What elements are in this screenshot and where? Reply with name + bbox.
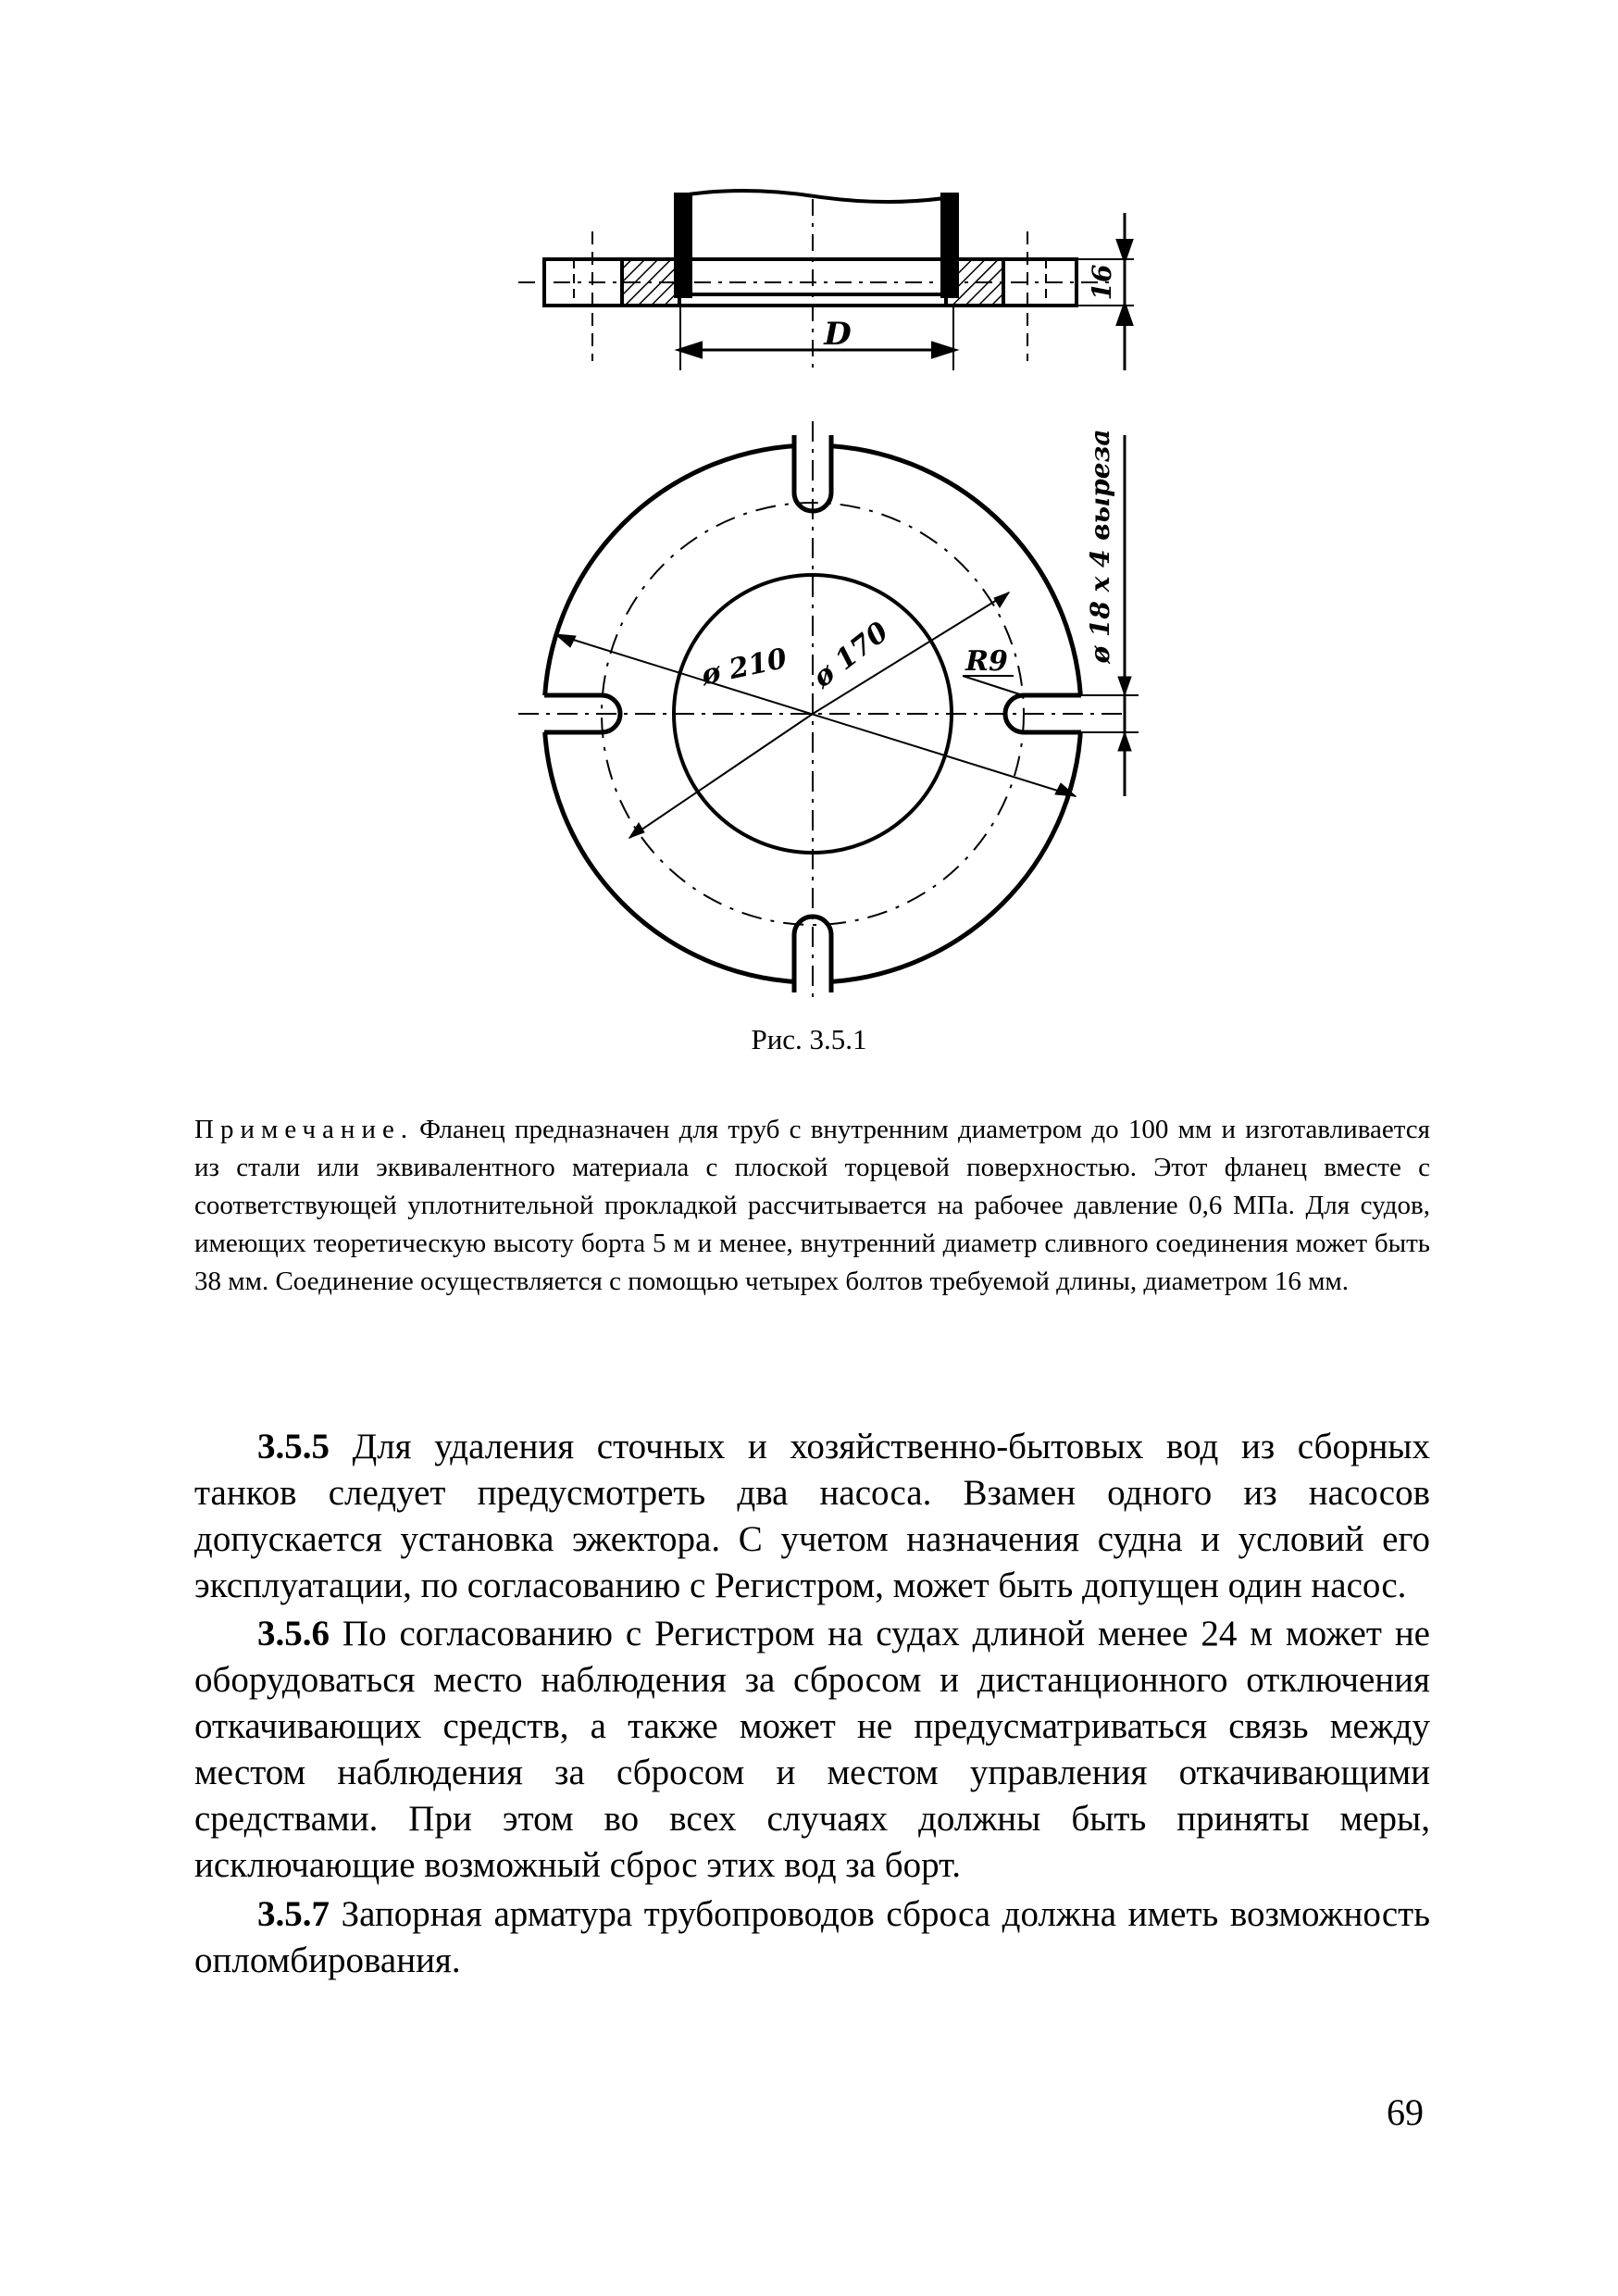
section-number: 3.5.7 — [257, 1894, 330, 1934]
dimension-label-bolt-circle: ø 170 — [806, 616, 895, 694]
flange-plan-view — [518, 421, 1139, 1004]
section-text: Запорная арматура трубопроводов сброса должна иметь возможность опломбирования. — [194, 1894, 1431, 1980]
figure-note — [194, 1111, 1430, 1301]
note-text: Фланец предназначен для труб с внутренним диаметром до 100 мм и изготавливается из стали или эквивалентного материала с плоской торцевой поверхностью. Этот фланец вместе с соответствующей уплотнительной прокладкой рассчитывается на рабочее давление 0,6 МПа. Для судов, имеющих теоретическую высоту борта 5 м и менее, внутренний диаметр сливного соединения может быть 38 мм. Соединение осуществляется с помощью четырех болтов требуемой длины, диаметром 16 мм. — [194, 1115, 1430, 1296]
dimension-label-slots: ø 18 x 4 выреза — [1085, 429, 1115, 664]
dimension-label-d: D — [824, 316, 852, 353]
section-3-5-6 — [194, 1611, 1430, 1889]
section-3-5-7 — [194, 1891, 1430, 1984]
dimension-label-thickness: 16 — [1087, 264, 1117, 301]
page-number: 69 — [1387, 2091, 1424, 2133]
section-number: 3.5.6 — [257, 1614, 330, 1653]
section-text: Для удаления сточных и хозяйственно-бытовых вод из сборных танков следует предусмотреть два насоса. Взамен одного из насосов допускается установка эжектора. С учетом назначения судна и условий его эксплуатации, по согласованию с Регистром, может быть допущен один насос. — [194, 1427, 1431, 1605]
dimension-label-outer-diameter: ø 210 — [698, 642, 790, 693]
section-text: По согласованию с Регистром на судах длиной менее 24 м может не оборудоваться место наблюдения за сбросом и дистанционного отключения откачивающих средств, а также может не предусматриваться связь между местом наблюдения за сбросом и местом управления откачивающими средствами. При этом во всех случаях должны быть приняты меры, исключающие возможный сброс этих вод за борт. — [194, 1614, 1430, 1885]
section-number: 3.5.5 — [257, 1427, 330, 1466]
dimension-label-radius: R9 — [965, 645, 1008, 678]
section-3-5-5 — [194, 1424, 1430, 1609]
note-label: Примечание. — [194, 1115, 415, 1144]
flange-drawing — [0, 0, 1618, 1014]
figure-caption: Рис. 3.5.1 — [751, 1023, 867, 1055]
